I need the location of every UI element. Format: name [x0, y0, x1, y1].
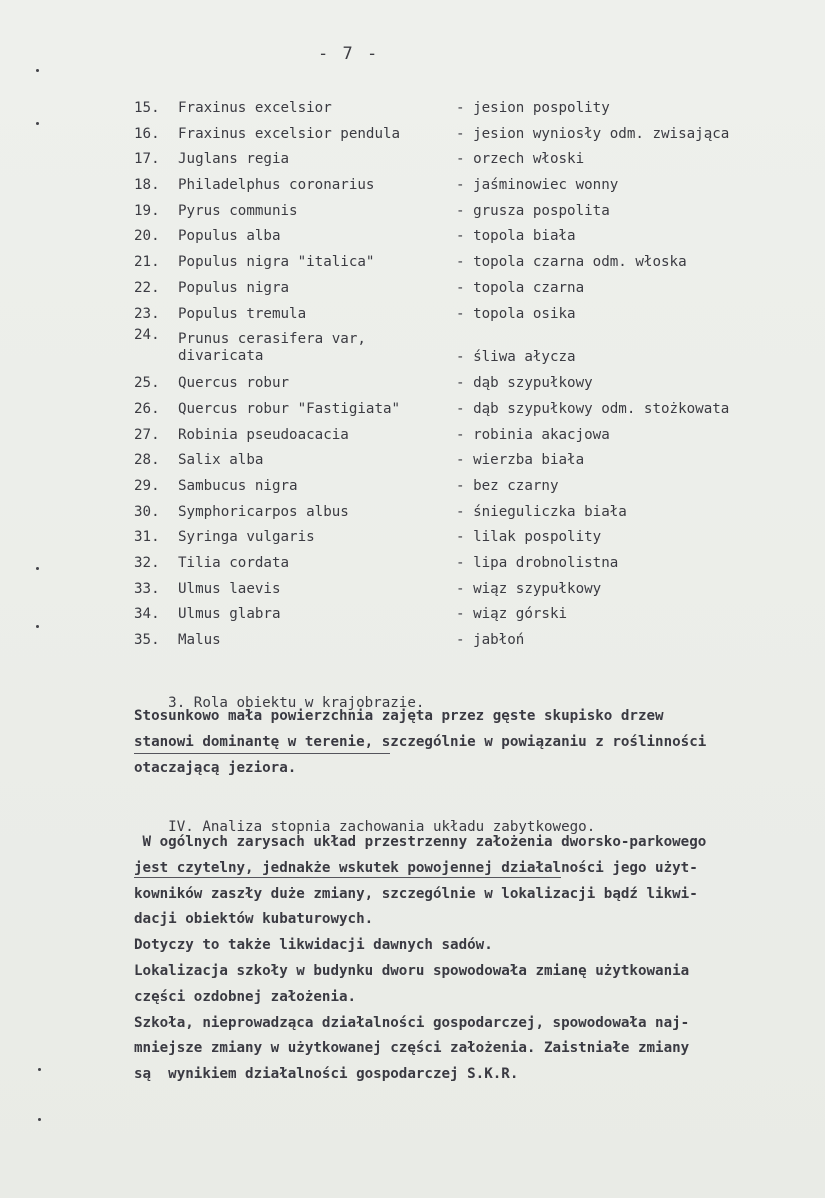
margin-speck	[38, 1118, 41, 1121]
species-row	[134, 276, 824, 302]
species-row	[134, 551, 824, 577]
page-number: - 7 -	[318, 44, 380, 64]
species-row	[134, 122, 824, 148]
species-polish-name: - lipa drobnolistna	[456, 555, 619, 571]
species-polish-name: - jesion wyniosły odm. zwisająca	[456, 125, 730, 142]
text-line: są wynikiem działalności gospodarczej S.K.R.	[134, 1066, 519, 1083]
text-line: mniejsze zmiany w użytkowanej części założenia. Zaistniałe zmiany	[134, 1040, 690, 1057]
species-row	[134, 327, 824, 371]
text-line: części ozdobnej założenia.	[134, 988, 357, 1005]
species-row	[134, 525, 824, 551]
species-number: 18.	[134, 177, 160, 194]
text-line: W ogólnych zarysach układ przestrzenny założenia dworsko-parkowego	[134, 834, 707, 850]
species-number: 27.	[134, 426, 160, 443]
text-line: Lokalizacja szkoły w budynku dworu spowodowała zmianę użytkowania	[134, 962, 690, 979]
species-row	[134, 173, 824, 199]
species-polish-name: - lilak pospolity	[456, 529, 602, 546]
species-latin-name: Malus	[178, 632, 221, 649]
species-number: 25.	[134, 375, 160, 392]
text-line: otaczającą jeziora.	[134, 759, 297, 776]
species-number: 35.	[134, 632, 160, 649]
text-line: jest czytelny, jednakże wskutek powojennej działalności jego użyt-	[134, 859, 698, 876]
species-row	[134, 397, 824, 423]
section-body-landscape-role	[134, 704, 706, 781]
species-latin-name: Salix alba	[178, 452, 264, 469]
species-number: 31.	[134, 529, 160, 546]
species-latin-name: Ulmus laevis	[178, 580, 281, 597]
species-row	[134, 602, 824, 628]
text-line: Szkoła, nieprowadząca działalności gospodarczej, spowodowała naj-	[134, 1014, 690, 1031]
species-polish-name: - topola osika	[456, 305, 576, 322]
species-number: 16.	[134, 125, 160, 142]
species-latin-name: Populus alba	[178, 228, 281, 245]
species-polish-name: - śliwa ałycza	[456, 349, 576, 366]
species-latin-name: Fraxinus excelsior pendula	[178, 125, 401, 142]
species-number: 33.	[134, 580, 160, 597]
species-latin-name: Quercus robur "Fastigiata"	[178, 400, 401, 417]
species-row	[134, 199, 824, 225]
species-latin-name: Fraxinus excelsior	[178, 100, 332, 116]
species-latin-name: Populus nigra "italica"	[178, 254, 375, 271]
species-row	[134, 224, 824, 250]
species-polish-name: - śnieguliczka biała	[456, 503, 627, 520]
species-row	[134, 147, 824, 173]
species-row	[134, 474, 824, 500]
text-line: Dotyczy to także likwidacji dawnych sadów.	[134, 937, 493, 954]
species-number: 20.	[134, 228, 160, 245]
species-polish-name: - orzech włoski	[456, 151, 585, 168]
species-number: 23.	[134, 305, 160, 322]
species-row	[134, 96, 824, 122]
species-latin-name: Ulmus glabra	[178, 606, 281, 623]
section-heading-text: IV. Analiza stopnia zachowania układu zabytkowego.	[168, 819, 596, 835]
species-row	[134, 577, 824, 603]
species-polish-name: - wierzba biała	[456, 452, 585, 469]
species-row	[134, 250, 824, 276]
margin-speck	[36, 69, 39, 72]
species-latin-name: Prunus cerasifera var, divaricata	[178, 331, 366, 365]
species-number: 34.	[134, 606, 160, 623]
section-body-preservation-analysis	[134, 830, 706, 1088]
species-polish-name: - topola czarna	[456, 279, 585, 296]
species-polish-name: - dąb szypułkowy odm. stożkowata	[456, 400, 730, 417]
species-row	[134, 628, 824, 654]
text-line: stanowi dominantę w terenie, szczególnie w powiązaniu z roślinności	[134, 733, 707, 750]
text-line: Stosunkowo mała powierzchnia zajęta przez gęste skupisko drzew	[134, 708, 664, 724]
species-polish-name: - jaśminowiec wonny	[456, 177, 619, 194]
species-latin-name: Juglans regia	[178, 151, 290, 168]
species-row	[134, 302, 824, 328]
species-number: 24.	[134, 327, 160, 344]
species-latin-name: Sambucus nigra	[178, 477, 298, 494]
species-number: 28.	[134, 452, 160, 469]
species-polish-name: - wiąz szypułkowy	[456, 580, 602, 597]
species-latin-name: Populus tremula	[178, 305, 307, 322]
species-number: 21.	[134, 254, 160, 271]
species-polish-name: - wiąz górski	[456, 606, 568, 623]
species-list	[134, 96, 824, 654]
margin-speck	[36, 567, 39, 570]
species-latin-name: Populus nigra	[178, 279, 290, 296]
section-heading-text: 3. Rola obiektu w krajobrazie.	[168, 695, 425, 711]
species-latin-name: Robinia pseudoacacia	[178, 426, 349, 443]
species-number: 17.	[134, 151, 160, 168]
margin-speck	[36, 122, 39, 125]
text-line: kowników zaszły duże zmiany, szczególnie w lokalizacji bądź likwi-	[134, 885, 698, 902]
species-row	[134, 423, 824, 449]
species-polish-name: - grusza pospolita	[456, 202, 610, 219]
species-row	[134, 448, 824, 474]
species-number: 29.	[134, 477, 160, 494]
species-number: 19.	[134, 202, 160, 219]
species-number: 30.	[134, 503, 160, 520]
species-latin-name: Syringa vulgaris	[178, 529, 315, 546]
margin-speck	[38, 1068, 41, 1071]
species-latin-name: Philadelphus coronarius	[178, 177, 375, 194]
species-polish-name: - robinia akacjowa	[456, 426, 610, 443]
species-number: 15.	[134, 100, 160, 116]
species-latin-name: Tilia cordata	[178, 555, 290, 571]
species-latin-name: Quercus robur	[178, 375, 290, 392]
species-polish-name: - jesion pospolity	[456, 100, 610, 116]
species-latin-name: Symphoricarpos albus	[178, 503, 349, 520]
text-line: dacji obiektów kubaturowych.	[134, 911, 374, 928]
species-number: 32.	[134, 555, 160, 571]
species-latin-name: Pyrus communis	[178, 202, 298, 219]
species-row	[134, 500, 824, 526]
species-polish-name: - jabłoń	[456, 632, 525, 649]
species-polish-name: - topola czarna odm. włoska	[456, 254, 687, 271]
species-polish-name: - topola biała	[456, 228, 576, 245]
margin-speck	[36, 625, 39, 628]
species-polish-name: - bez czarny	[456, 477, 559, 494]
species-polish-name: - dąb szypułkowy	[456, 375, 593, 392]
species-row	[134, 371, 824, 397]
species-number: 22.	[134, 279, 160, 296]
species-number: 26.	[134, 400, 160, 417]
